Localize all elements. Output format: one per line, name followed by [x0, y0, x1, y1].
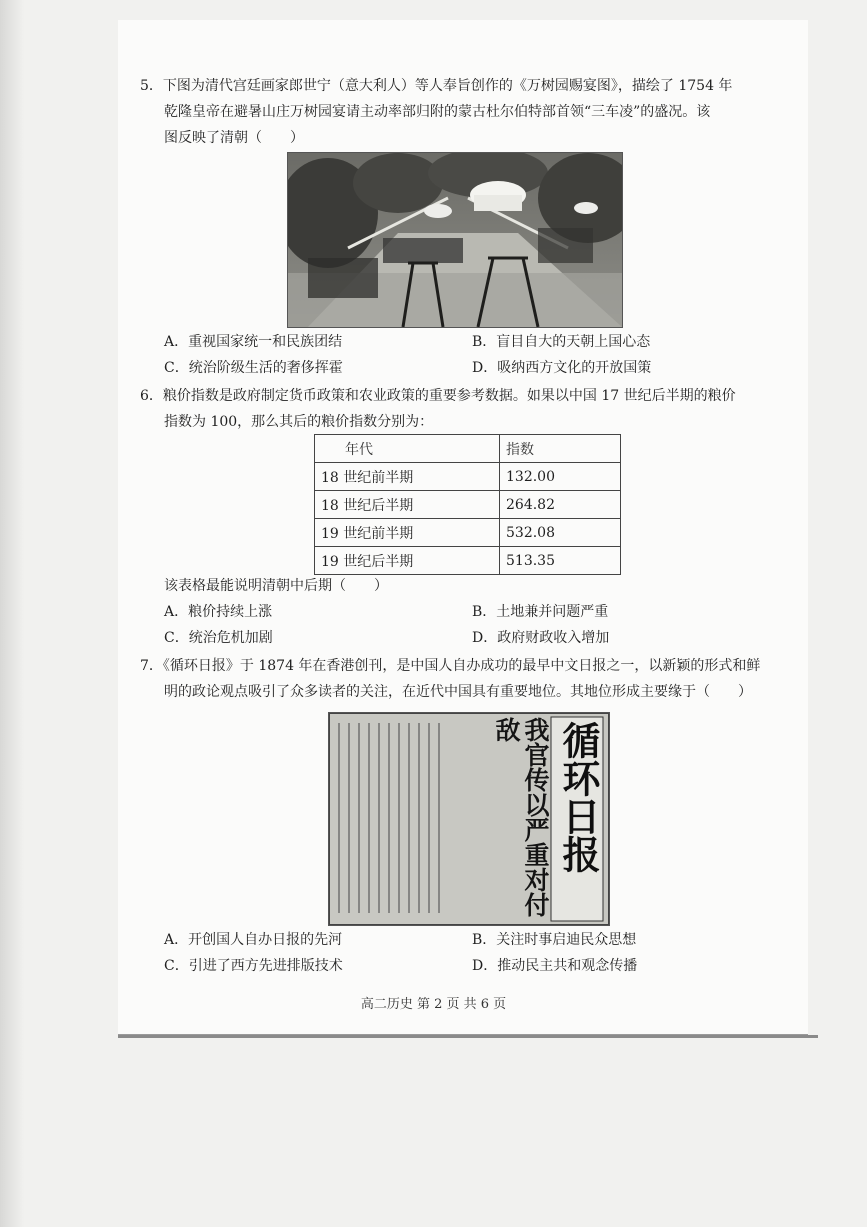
table-cell-index: 513.35	[500, 547, 621, 575]
q6-line-2: 指数为 100，那么其后的粮价指数分别为：	[164, 414, 434, 430]
table-cell-era: 18 世纪前半期	[315, 463, 500, 491]
banquet-painting-image	[287, 152, 623, 328]
q5-line-2: 乾隆皇帝在避暑山庄万树园宴请主动率部归附的蒙古杜尔伯特部首领“三车凌”的盛况。该	[164, 104, 711, 120]
table-row	[315, 547, 621, 575]
q5-line-1: 5．下图为清代宫廷画家郎世宁（意大利人）等人奉旨创作的《万树园赐宴图》，描绘了 1754 年	[140, 78, 733, 94]
table-cell-era: 19 世纪前半期	[315, 519, 500, 547]
q6-line-1: 6．粮价指数是政府制定货币政策和农业政策的重要参考数据。如果以中国 17 世纪后半期的粮价	[140, 388, 736, 404]
q7-option-c: C．引进了西方先进排版技术	[164, 958, 343, 974]
q6-option-a: A．粮价持续上涨	[164, 604, 273, 620]
q7-option-d: D．推动民主共和观念传播	[472, 958, 638, 974]
page-edge	[118, 1035, 818, 1038]
table-row	[315, 491, 621, 519]
q7-line-1: 7．《循环日报》于 1874 年在香港创刊，是中国人自办成功的最早中文日报之一，以新颖的形式和鲜	[140, 658, 761, 674]
q6-option-c: C．统治危机加剧	[164, 630, 273, 646]
q5-option-c: C．统治阶级生活的奢侈挥霍	[164, 360, 343, 376]
table-cell-index: 132.00	[500, 463, 621, 491]
q5-line-3: 图反映了清朝（ ）	[164, 130, 304, 146]
banquet-painting-drawing	[288, 153, 622, 327]
table-header-index: 指数	[500, 435, 621, 463]
page-footer: 高二历史 第 2 页 共 6 页	[360, 997, 507, 1012]
q7-option-b: B．关注时事启迪民众思想	[472, 932, 637, 948]
q7-line-2: 明的政论观点吸引了众多读者的关注，在近代中国具有重要地位。其地位形成主要缘于（ ）	[164, 684, 752, 700]
newspaper-headline: 我官传以严重对付敌	[492, 717, 550, 917]
q5-option-b: B．盲目自大的天朝上国心态	[472, 334, 651, 350]
newspaper-image	[328, 712, 610, 926]
q6-option-d: D．政府财政收入增加	[472, 630, 610, 646]
table-cell-era: 18 世纪后半期	[315, 491, 500, 519]
table-row	[315, 519, 621, 547]
grain-price-table	[314, 434, 621, 575]
newspaper-masthead: 循环日报	[556, 721, 601, 873]
table-row	[315, 463, 621, 491]
q7-option-a: A．开创国人自办日报的先河	[164, 932, 343, 948]
q6-line-3: 该表格最能说明清朝中后期（ ）	[164, 578, 388, 594]
q6-option-b: B．土地兼并问题严重	[472, 604, 609, 620]
q5-option-d: D．吸纳西方文化的开放国策	[472, 360, 652, 376]
scan-shadow	[0, 0, 24, 1227]
table-cell-index: 532.08	[500, 519, 621, 547]
table-header-row	[315, 435, 621, 463]
q5-option-a: A．重视国家统一和民族团结	[164, 334, 343, 350]
table-header-era: 年代	[315, 435, 500, 463]
table-cell-index: 264.82	[500, 491, 621, 519]
table-cell-era: 19 世纪后半期	[315, 547, 500, 575]
